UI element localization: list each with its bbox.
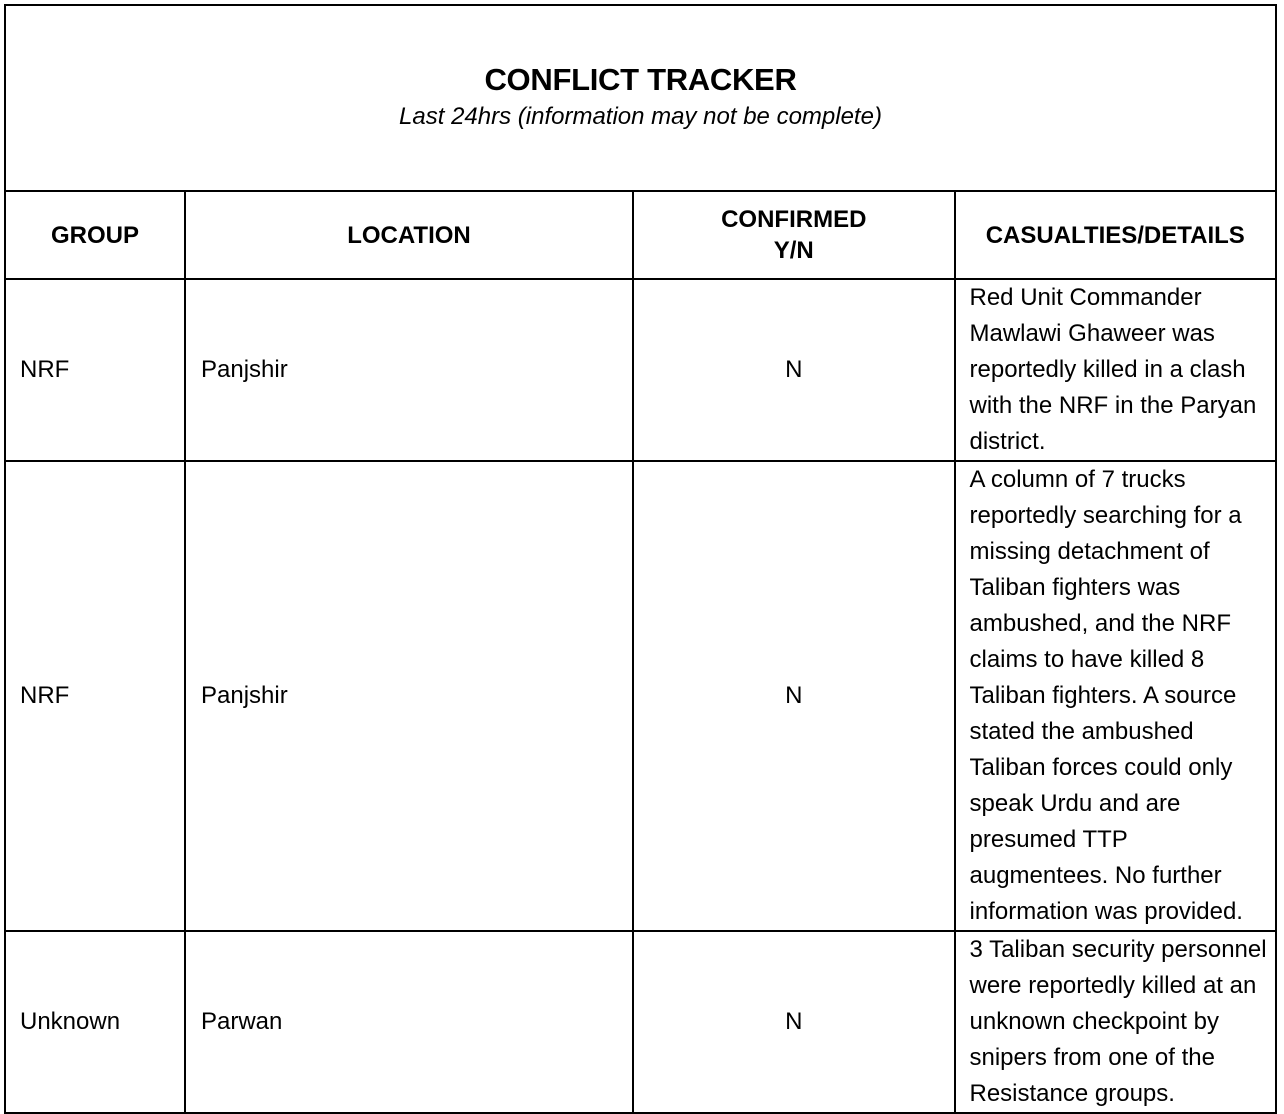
table-row	[5, 931, 1276, 1113]
table-row	[5, 279, 1276, 461]
header-row	[5, 191, 1276, 279]
table-row	[5, 461, 1276, 931]
cell-location: Panjshir	[185, 461, 633, 931]
cell-confirmed: N	[633, 461, 955, 931]
cell-group: Unknown	[5, 931, 185, 1113]
title-block	[5, 5, 1276, 191]
column-header-location: LOCATION	[185, 191, 633, 279]
column-header-details: CASUALTIES/DETAILS	[955, 191, 1277, 279]
cell-details: 3 Taliban security personnel were reportedly killed at an unknown checkpoint by snipers from one of the Resistance groups.	[955, 931, 1277, 1113]
title-row	[5, 5, 1276, 191]
column-header-confirmed	[633, 191, 955, 279]
cell-location: Parwan	[185, 931, 633, 1113]
cell-confirmed: N	[633, 931, 955, 1113]
cell-group: NRF	[5, 279, 185, 461]
conflict-tracker-table	[4, 4, 1277, 1114]
cell-location: Panjshir	[185, 279, 633, 461]
cell-group: NRF	[5, 461, 185, 931]
cell-details: Red Unit Commander Mawlawi Ghaweer was reportedly killed in a clash with the NRF in the Paryan district.	[955, 279, 1277, 461]
column-header-confirmed-label: CONFIRMED Y/N	[721, 206, 867, 264]
page-title: CONFLICT TRACKER	[484, 62, 797, 97]
cell-confirmed: N	[633, 279, 955, 461]
page-subtitle: Last 24hrs (information may not be complete)	[399, 103, 882, 130]
column-header-group: GROUP	[5, 191, 185, 279]
cell-details: A column of 7 trucks reportedly searching for a missing detachment of Taliban fighters was ambushed, and the NRF claims to have killed 8 Taliban fighters. A source stated the ambushed Taliban forces could only speak Urdu and are presumed TTP augmentees. No further information was provided.	[955, 461, 1277, 931]
